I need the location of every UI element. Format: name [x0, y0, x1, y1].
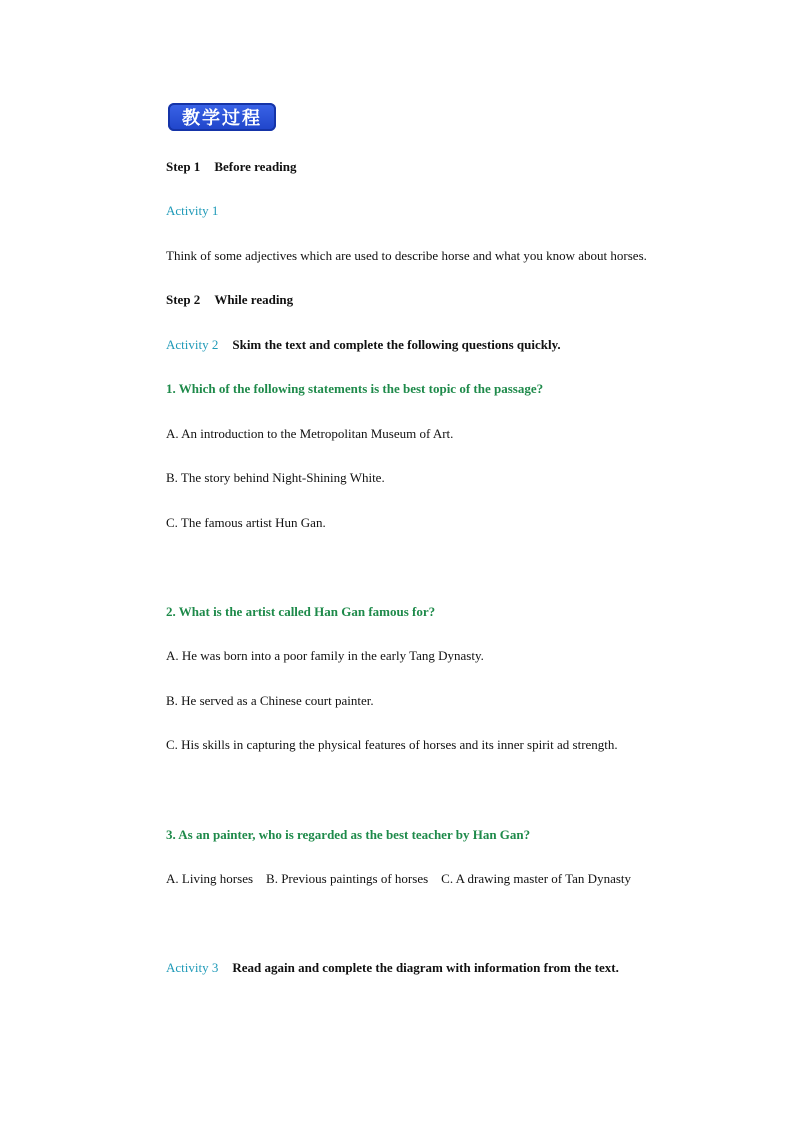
activity2-label: Activity 2 [166, 337, 219, 352]
step1-label: Step 1 [166, 159, 201, 174]
activity3-instruction: Read again and complete the diagram with information from the text. [232, 960, 619, 975]
step2-title: While reading [214, 292, 294, 307]
step2-heading [166, 292, 293, 308]
step1-heading [166, 159, 297, 175]
activity3-heading [166, 960, 619, 976]
question-2-option-a: A. He was born into a poor family in the early Tang Dynasty. [166, 648, 484, 663]
question-2-option-b: B. He served as a Chinese court painter. [166, 693, 374, 708]
activity1-text: Think of some adjectives which are used to describe horse and what you know about horses. [166, 248, 647, 263]
step2-label: Step 2 [166, 292, 201, 307]
section-badge [168, 103, 276, 131]
question-3: 3. As an painter, who is regarded as the best teacher by Han Gan? [166, 827, 531, 842]
question-2: 2. What is the artist called Han Gan famous for? [166, 604, 436, 619]
question-1-option-c: C. The famous artist Hun Gan. [166, 515, 326, 530]
badge-label: 教学过程 [182, 108, 262, 129]
question-1-option-a: A. An introduction to the Metropolitan Museum of Art. [166, 426, 454, 441]
question-1: 1. Which of the following statements is the best topic of the passage? [166, 381, 544, 396]
question-3-options: A. Living horses B. Previous paintings of horses C. A drawing master of Tan Dynasty [166, 871, 632, 886]
activity1-label: Activity 1 [166, 203, 219, 218]
activity2-instruction: Skim the text and complete the following questions quickly. [232, 337, 561, 352]
question-1-option-b: B. The story behind Night-Shining White. [166, 470, 385, 485]
step1-title: Before reading [214, 159, 297, 174]
activity2-heading [166, 337, 561, 353]
activity3-label: Activity 3 [166, 960, 219, 975]
question-2-option-c: C. His skills in capturing the physical features of horses and its inner spirit ad strength. [166, 737, 618, 752]
